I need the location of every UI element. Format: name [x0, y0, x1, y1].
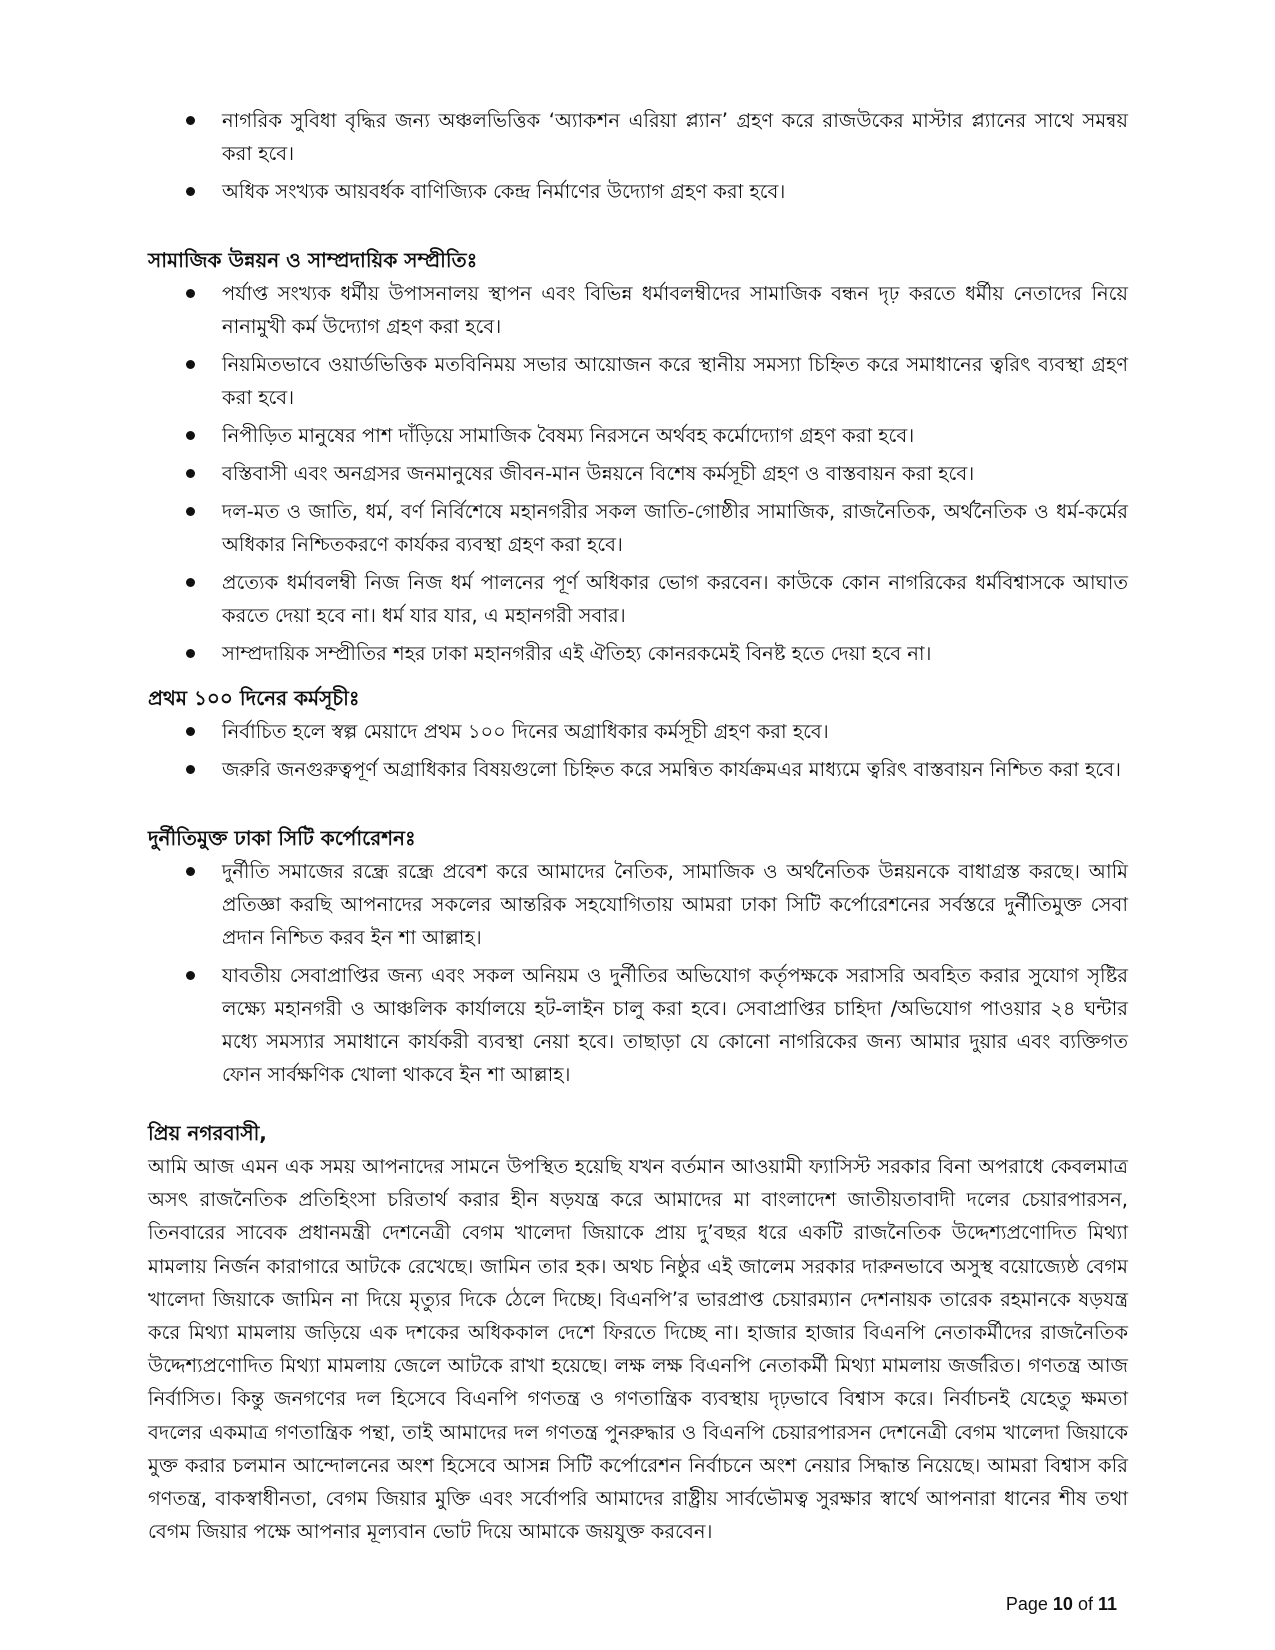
social-bullet-list — [186, 277, 1128, 670]
bullet-icon — [186, 765, 195, 774]
bullet-icon — [186, 727, 195, 736]
top-bullet-list — [186, 104, 1128, 208]
section-heading-corruption-free: দুর্নীতিমুক্ত ঢাকা সিটি কর্পোরেশনঃ — [148, 826, 416, 850]
bullet-icon — [186, 289, 195, 298]
total-page-count: 11 — [1097, 1594, 1117, 1614]
list-item: দল-মত ও জাতি, ধর্ম, বর্ণ নির্বিশেষে মহানগরীর সকল জাতি-গোষ্ঠীর সামাজিক, রাজনৈতিক, অর্থনৈতিক ও ধর্ম-কর্মের অধিকার নিশ্চিতকরণে কার্যকর ব্যবস্থা গ্রহণ করা হবে। — [186, 495, 1128, 561]
bullet-icon — [186, 431, 195, 440]
section-heading-first-100-days: প্রথম ১০০ দিনের কর্মসূচীঃ — [148, 686, 360, 710]
page-content — [148, 104, 1128, 1548]
bullet-icon — [186, 469, 195, 478]
letter-salutation: প্রিয় নগরবাসী, — [148, 1121, 267, 1145]
bullet-icon — [186, 360, 195, 369]
bullet-icon — [186, 507, 195, 516]
bullet-icon — [186, 971, 195, 980]
current-page-number: 10 — [1052, 1594, 1073, 1614]
corruption-bullet-list — [186, 855, 1128, 1091]
list-item: জরুরি জনগুরুত্বপূর্ণ অগ্রাধিকার বিষয়গুলো চিহ্নিত করে সমন্বিত কার্যক্রমএর মাধ্যমে ত্বরিৎ বাস্তবায়ন নিশ্চিত করা হবে। — [186, 753, 1128, 786]
list-item: অধিক সংখ্যক আয়বর্ধক বাণিজ্যিক কেন্দ্র নির্মাণের উদ্যোগ গ্রহণ করা হবে। — [186, 175, 1128, 208]
bullet-icon — [186, 187, 195, 196]
of-label: of — [1077, 1594, 1093, 1614]
list-item: প্রত্যেক ধর্মাবলম্বী নিজ নিজ ধর্ম পালনের পূর্ণ অধিকার ভোগ করবেন। কাউকে কোন নাগরিকের ধর্মবিশ্বাসকে আঘাত করতে দেয়া হবে না। ধর্ম যার যার, এ মহানগরী সবার। — [186, 566, 1128, 632]
list-item: যাবতীয় সেবাপ্রাপ্তির জন্য এবং সকল অনিয়ম ও দুর্নীতির অভিযোগ কর্তৃপক্ষকে সরাসরি অবহিত করার সুযোগ সৃষ্টির লক্ষ্যে মহানগরী ও আঞ্চলিক কার্যালয়ে হট-লাইন চালু করা হবে। সেবাপ্রাপ্তির চাহিদা /অভিযোগ পাওয়ার ২৪ ঘন্টার মধ্যে সমস্যার সমাধানে কার্যকরী ব্যবস্থা নেয়া হবে। তাছাড়া যে কোনো নাগরিকের জন্য আমার দুয়ার এবং ব্যক্তিগত ফোন সার্বক্ষণিক খোলা থাকবে ইন শা আল্লাহ। — [186, 959, 1128, 1091]
list-item: পর্যাপ্ত সংখ্যক ধর্মীয় উপাসনালয় স্থাপন এবং বিভিন্ন ধর্মাবলম্বীদের সামাজিক বন্ধন দৃঢ় করতে ধর্মীয় নেতাদের নিয়ে নানামুখী কর্ম উদ্যোগ গ্রহণ করা হবে। — [186, 277, 1128, 343]
page-number-footer — [1006, 1594, 1117, 1615]
bullet-icon — [186, 116, 195, 125]
list-item: নাগরিক সুবিধা বৃদ্ধির জন্য অঞ্চলভিত্তিক ‘অ্যাকশন এরিয়া প্ল্যান’ গ্রহণ করে রাজউকের মাস্টার প্ল্যানের সাথে সমন্বয় করা হবে। — [186, 104, 1128, 170]
list-item: নিপীড়িত মানুষের পাশ দাঁড়িয়ে সামাজিক বৈষম্য নিরসনে অর্থবহ কর্মোদ্যোগ গ্রহণ করা হবে। — [186, 419, 1128, 452]
list-item: দুর্নীতি সমাজের রন্ধ্রে রন্ধ্রে প্রবেশ করে আমাদের নৈতিক, সামাজিক ও অর্থনৈতিক উন্নয়নকে বাধাগ্রস্ত করছে। আমি প্রতিজ্ঞা করছি আপনাদের সকলের আন্তরিক সহযোগিতায় আমরা ঢাকা সিটি কর্পোরেশনের সর্বস্তরে দুর্নীতিমুক্ত সেবা প্রদান নিশ্চিত করব ইন শা আল্লাহ। — [186, 855, 1128, 954]
list-item: নির্বাচিত হলে স্বল্প মেয়াদে প্রথম ১০০ দিনের অগ্রাধিকার কর্মসূচী গ্রহণ করা হবে। — [186, 715, 1128, 748]
bullet-icon — [186, 578, 195, 587]
first-100-bullet-list — [186, 715, 1128, 786]
section-heading-social: সামাজিক উন্নয়ন ও সাম্প্রদায়িক সম্প্রীতিঃ — [148, 248, 478, 272]
list-item: সাম্প্রদায়িক সম্প্রীতির শহর ঢাকা মহানগরীর এই ঐতিহ্য কোনরকমেই বিনষ্ট হতে দেয়া হবে না। — [186, 637, 1128, 670]
letter-body: আমি আজ এমন এক সময় আপনাদের সামনে উপস্থিত হয়েছি যখন বর্তমান আওয়ামী ফ্যাসিস্ট সরকার বিনা অপরাধে কেবলমাত্র অসৎ রাজনৈতিক প্রতিহিংসা চরিতার্থ করার হীন ষড়যন্ত্র করে আমাদের মা বাংলাদেশ জাতীয়তাবাদী দলের চেয়ারপারসন, তিনবারের সাবেক প্রধানমন্ত্রী দেশনেত্রী বেগম খালেদা জিয়াকে প্রায় দু’বছর ধরে একটি রাজনৈতিক উদ্দেশ্যপ্রণোদিত মিথ্যা মামলায় নির্জন কারাগারে আটকে রেখেছে। জামিন তার হক। অথচ নিষ্ঠুর এই জালেম সরকার দারুনভাবে অসুস্থ বয়োজ্যেষ্ঠ বেগম খালেদা জিয়াকে জামিন না দিয়ে মৃত্যুর দিকে ঠেলে দিচ্ছে। বিএনপি’র ভারপ্রাপ্ত চেয়ারম্যান দেশনায়ক তারেক রহমানকে ষড়যন্ত্র করে মিথ্যা মামলায় জড়িয়ে এক দশকের অধিককাল দেশে ফিরতে দিচ্ছে না। হাজার হাজার বিএনপি নেতাকর্মীদের রাজনৈতিক উদ্দেশ্যপ্রণোদিত মিথ্যা মামলায় জেলে আটকে রাখা হয়েছে। লক্ষ লক্ষ বিএনপি নেতাকর্মী মিথ্যা মামলায় জর্জরিত। গণতন্ত্র আজ নির্বাসিত। কিন্তু জনগণের দল হিসেবে বিএনপি গণতন্ত্র ও গণতান্ত্রিক ব্যবস্থায় দৃঢ়ভাবে বিশ্বাস করে। নির্বাচনই যেহেতু ক্ষমতা বদলের একমাত্র গণতান্ত্রিক পন্থা, তাই আমাদের দল গণতন্ত্র পুনরুদ্ধার ও বিএনপি চেয়ারপারসন দেশনেত্রী বেগম খালেদা জিয়াকে মুক্ত করার চলমান আন্দোলনের অংশ হিসেবে আসন্ন সিটি কর্পোরেশন নির্বাচনে অংশ নেয়ার সিদ্ধান্ত নিয়েছে। আমরা বিশ্বাস করি গণতন্ত্র, বাকস্বাধীনতা, বেগম জিয়ার মুক্তি এবং সর্বোপরি আমাদের রাষ্ট্রীয় সার্বভৌমত্ব সুরক্ষার স্বার্থে আপনারা ধানের শীষ তথা বেগম জিয়ার পক্ষে আপনার মূল্যবান ভোট দিয়ে আমাকে জয়যুক্ত করবেন। — [148, 1155, 1128, 1544]
bullet-icon — [186, 649, 195, 658]
bullet-icon — [186, 867, 195, 876]
list-item: বস্তিবাসী এবং অনগ্রসর জনমানুষের জীবন-মান উন্নয়নে বিশেষ কর্মসূচী গ্রহণ ও বাস্তবায়ন করা হবে। — [186, 457, 1128, 490]
page-label: Page — [1005, 1594, 1048, 1614]
list-item: নিয়মিতভাবে ওয়ার্ডভিত্তিক মতবিনিময় সভার আয়োজন করে স্থানীয় সমস্যা চিহ্নিত করে সমাধানের ত্বরিৎ ব্যবস্থা গ্রহণ করা হবে। — [186, 348, 1128, 414]
